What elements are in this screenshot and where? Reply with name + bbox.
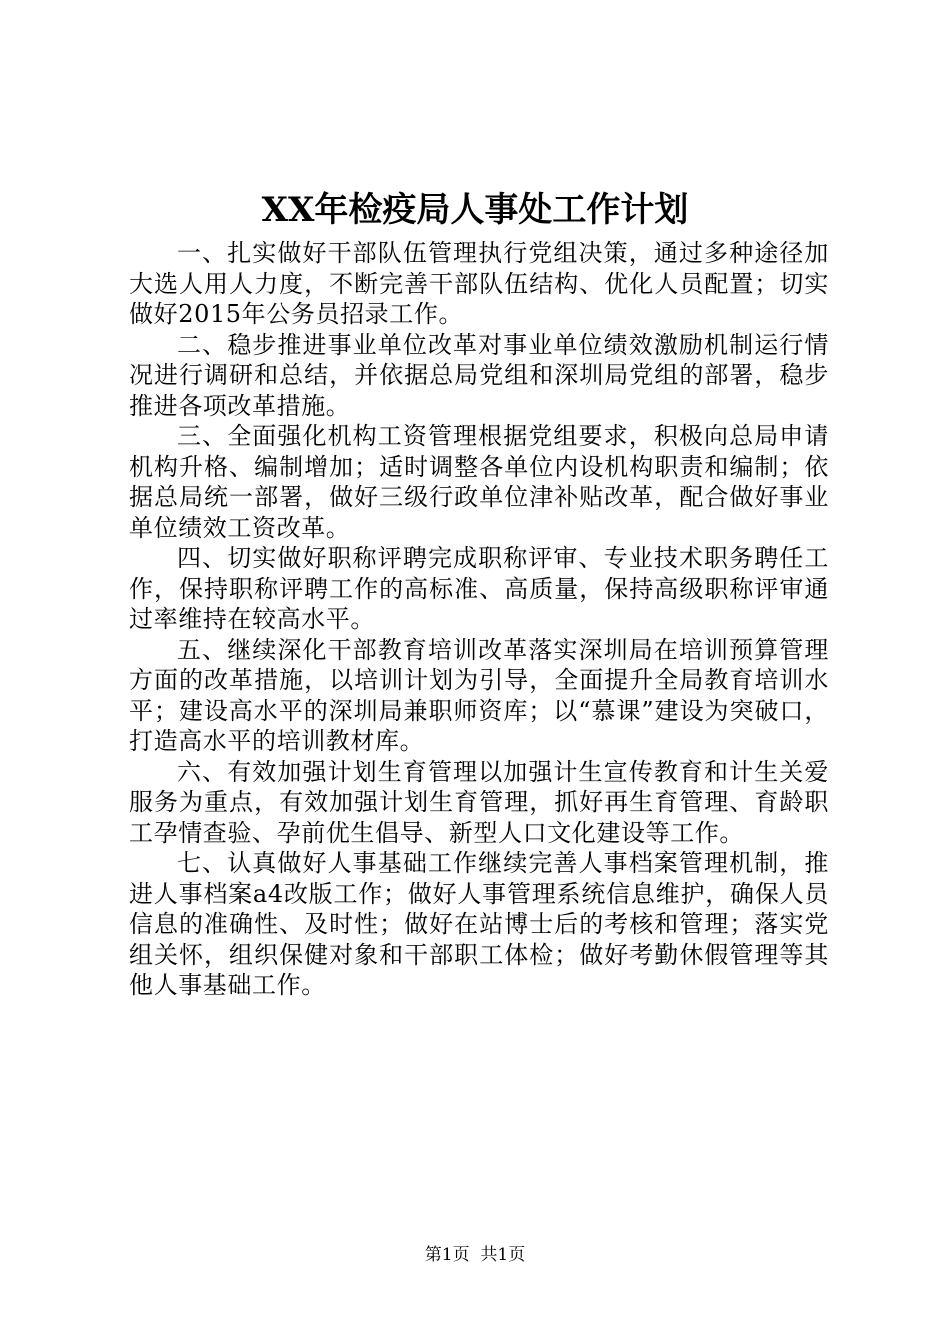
paragraph-2: 二、稳步推进事业单位改革对事业单位绩效激励机制运行情况进行调研和总结，并依据总局党组和深圳局党组的部署，稳步推进各项改革措施。: [129, 330, 829, 420]
paragraph-5: 五、继续深化干部教育培训改革落实深圳局在培训预算管理方面的改革措施，以培训计划为引导，全面提升全局教育培训水平；建设高水平的深圳局兼职师资库；以“慕课”建设为突破口，打造高水平的培训教材库。: [129, 635, 829, 755]
paragraph-6: 六、有效加强计划生育管理以加强计生宣传教育和计生关爱服务为重点，有效加强计划生育管理，抓好再生育管理、育龄职工孕情查验、孕前优生倡导、新型人口文化建设等工作。: [129, 757, 829, 847]
paragraph-3: 三、全面强化机构工资管理根据党组要求，积极向总局申请机构升格、编制增加；适时调整各单位内设机构职责和编制；依据总局统一部署，做好三级行政单位津补贴改革，配合做好事业单位绩效工资改革。: [129, 422, 829, 542]
document-title: XX年检疫局人事处工作计划: [261, 190, 689, 230]
paragraph-4: 四、切实做好职称评聘完成职称评审、专业技术职务聘任工作，保持职称评聘工作的高标准、高质量，保持高级职称评审通过率维持在较高水平。: [129, 544, 829, 633]
page-number-label: 第1页 共1页: [424, 1245, 526, 1265]
page-footer: [0, 1243, 950, 1267]
paragraph-7: 七、认真做好人事基础工作继续完善人事档案管理机制，推进人事档案a4改版工作；做好人事管理系统信息维护，确保人员信息的准确性、及时性；做好在站博士后的考核和管理；落实党组关怀，组织保健对象和干部职工体检；做好考勤休假管理等其他人事基础工作。: [129, 849, 829, 999]
paragraph-1: 一、扎实做好干部队伍管理执行党组决策，通过多种途径加大选人用人力度，不断完善干部队伍结构、优化人员配置；切实做好2015年公务员招录工作。: [129, 239, 829, 328]
document-body: [129, 238, 829, 1001]
